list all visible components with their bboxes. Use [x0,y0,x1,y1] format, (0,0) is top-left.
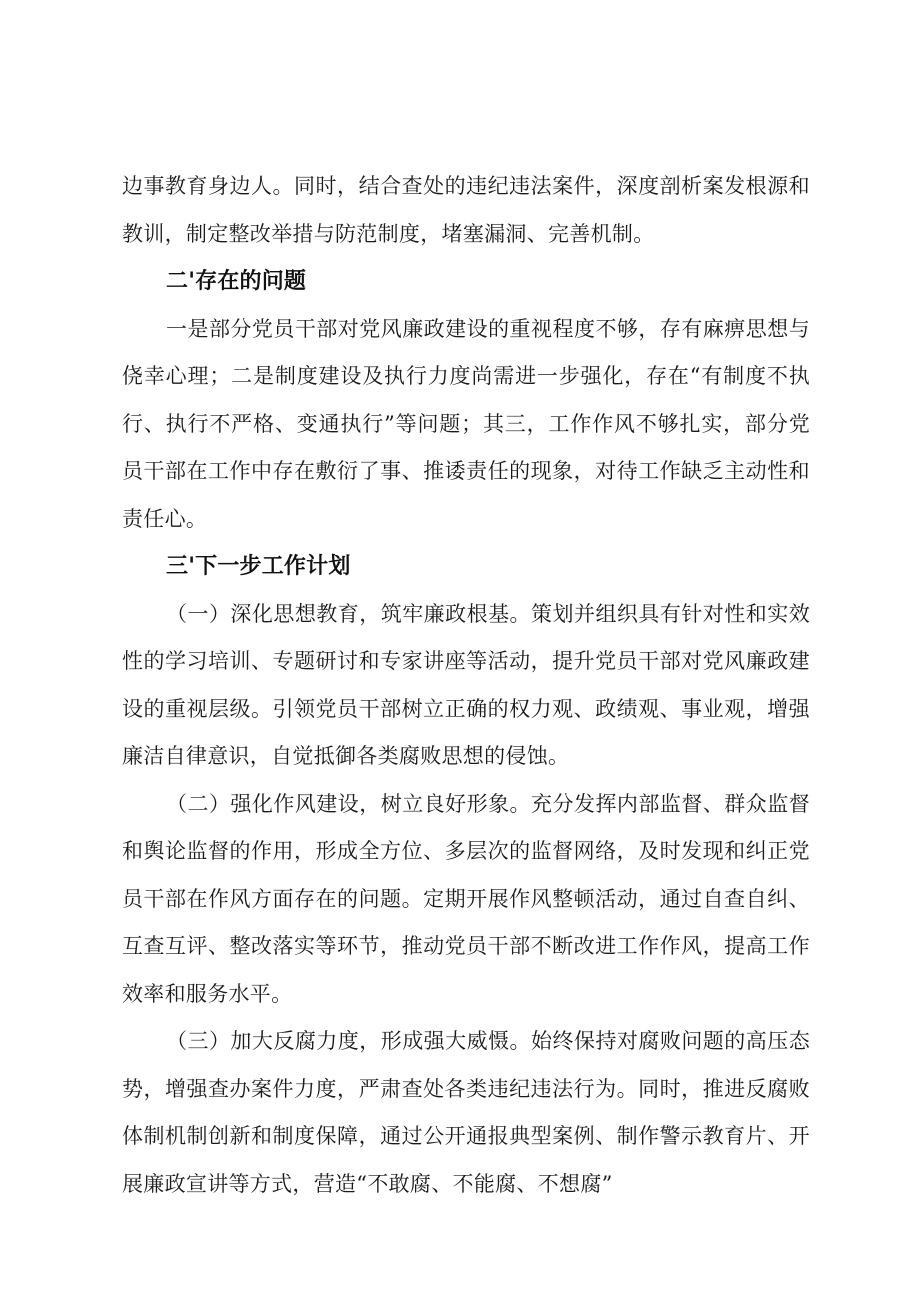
section-heading-next-steps: 三'下一步工作计划 [166,554,351,579]
document-body [122,163,810,1208]
plan-item-1: （一）深化思想教育，筑牢廉政根基。策划并组织具有针对性和实效性的学习培训、专题研讨和专家讲座等活动，提升党员干部对党风廉政建设的重视层级。引领党员干部树立正确的权力观、政绩观、事业观，增强廉洁自律意识，自觉抵御各类腐败思想的侵蚀。 [122,601,810,768]
plan-item-2: （二）强化作风建设，树立良好形象。充分发挥内部监督、群众监督和舆论监督的作用，形成全方位、多层次的监督网络，及时发现和纠正党员干部在作风方面存在的问题。定期开展作风整顿活动，通过自查自纠、互查互评、整改落实等环节，推动党员干部不断改进工作作风，提高工作效率和服务水平。 [122,791,810,1006]
section-heading-problems: 二'存在的问题 [166,269,307,294]
continuation-paragraph: 边事教育身边人。同时，结合查处的违纪违法案件，深度剖析案发根源和教训，制定整改举措与防范制度，堵塞漏洞、完善机制。 [122,174,810,246]
plan-item-3: （三）加大反腐力度，形成强大威慑。始终保持对腐败问题的高压态势，增强查办案件力度，严肃查处各类违纪违法行为。同时，推进反腐败体制机制创新和制度保障，通过公开通报典型案例、制作警示教育片、开展廉政宣讲等方式，营造“不敢腐、不能腐、不想腐” [122,1029,810,1196]
problems-paragraph: 一是部分党员干部对党风廉政建设的重视程度不够，存有麻痹思想与侥幸心理；二是制度建设及执行力度尚需进一步强化，存在“有制度不执行、执行不严格、变通执行”等问题；其三，工作作风不够扎实，部分党员干部在工作中存在敷衍了事、推诿责任的现象，对待工作缺乏主动性和责任心。 [122,316,810,531]
